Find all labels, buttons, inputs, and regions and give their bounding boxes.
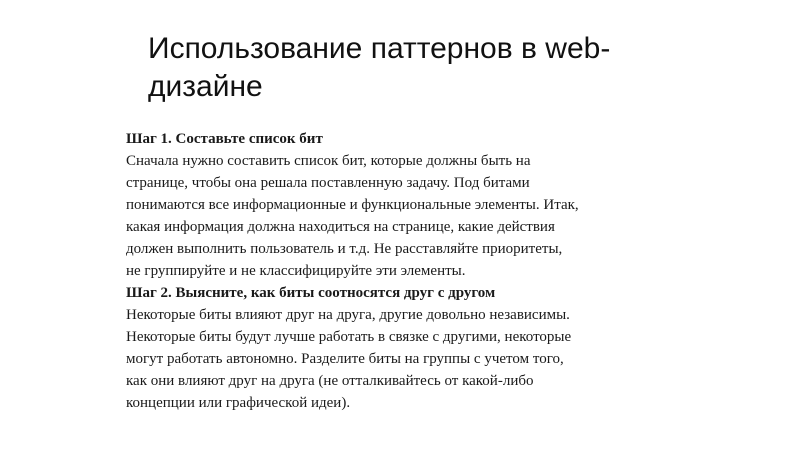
slide-title-line: Использование паттернов в web- — [148, 32, 611, 65]
step1-heading: Шаг 1. Составьте список бит — [126, 131, 323, 147]
step2-text-line: Некоторые биты будут лучше работать в связке с другими, некоторые — [126, 329, 572, 345]
step1-text-line: странице, чтобы она решала поставленную задачу. Под битами — [126, 175, 530, 191]
step2-text-line: Некоторые биты влияют друг на друга, другие довольно независимы. — [126, 307, 570, 323]
step2-text-line: концепции или графической идеи). — [126, 395, 351, 411]
step2-text-line: как они влияют друг на друга (не отталкивайтесь от какой-либо — [126, 373, 534, 389]
step1-text-line: Сначала нужно составить список бит, которые должны быть на — [126, 153, 531, 169]
slide-title — [148, 30, 708, 106]
slide-body — [126, 128, 706, 414]
step1-text-line: должен выполнить пользователь и т.д. Не расставляйте приоритеты, — [126, 241, 563, 257]
step1-text-line: понимаются все информационные и функциональные элементы. Итак, — [126, 197, 579, 213]
step1-text-line: какая информация должна находиться на странице, какие действия — [126, 219, 555, 235]
step2-heading: Шаг 2. Выясните, как биты соотносятся друг с другом — [126, 285, 496, 301]
step2-text-line: могут работать автономно. Разделите биты на группы с учетом того, — [126, 351, 564, 367]
step1-text-line: не группируйте и не классифицируйте эти элементы. — [126, 263, 466, 279]
slide-title-line: дизайне — [148, 70, 263, 103]
